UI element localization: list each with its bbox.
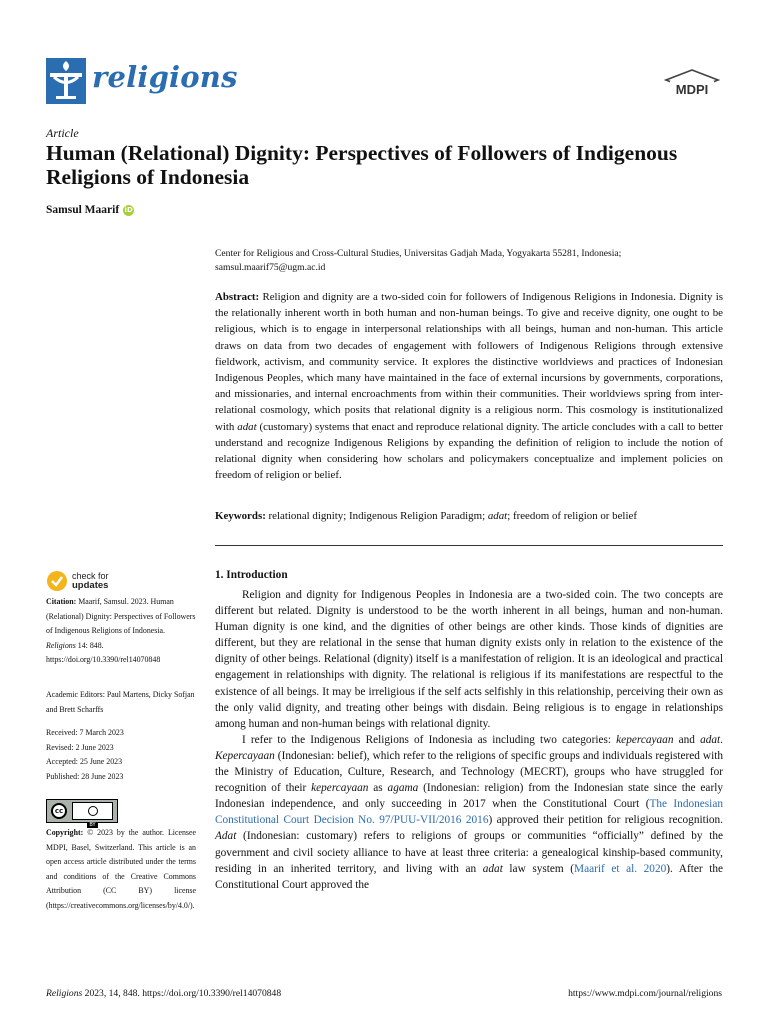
abstract-label: Abstract: (215, 291, 260, 303)
text: (Indonesian: belief), which refer to the religions of specific groups and individuals registered with the Ministry of Education, Culture, Research, and Technology (MECRT), groups who have struggled for recognition of their (215, 749, 723, 795)
section-heading: 1. Introduction (215, 569, 288, 581)
keywords (215, 509, 723, 524)
text: . (720, 733, 723, 746)
text: law system ( (502, 862, 575, 875)
publisher-name: MDPI (675, 82, 709, 97)
keywords-text: relational dignity; Indigenous Religion Paradigm; (265, 510, 488, 522)
citation-block (46, 595, 196, 668)
paragraph (215, 732, 723, 893)
citation-text: 14: 848. https://doi.org/10.3390/rel14070848 (46, 640, 161, 665)
keywords-text: ; freedom of religion or belief (507, 510, 637, 522)
footer-citation (46, 988, 281, 999)
check-updates-icon (46, 570, 68, 592)
abstract (215, 289, 723, 483)
check-updates-line: updates (72, 580, 109, 591)
term: agama (387, 782, 419, 795)
text: and (673, 733, 701, 746)
orcid-icon[interactable]: iD (124, 206, 133, 214)
copyright-block (46, 826, 196, 914)
text: ) approved their petition for religious recognition. (488, 814, 723, 827)
author-name: Samsul Maarif (46, 204, 120, 216)
keywords-label: Keywords: (215, 510, 266, 522)
reference-link[interactable]: Maarif et al. 2020 (574, 862, 667, 875)
author-line (46, 204, 134, 216)
term: Adat (215, 830, 237, 843)
person-icon (88, 806, 98, 816)
text: (Indonesian: religion) from the Indonesian state since the early Indonesian independence, and only succeeding in 2017 when the Constitutional Court ( (215, 782, 723, 811)
abstract-text: (customary) systems that enact and reproduce relational dignity. The article concludes with a call to better understand and recognize Indigenous Religions by expanding the definition of religion to include the notion of relational dignity when considering how scholars and policymakers conceptualize and implement policies on freedom of religion or belief. (215, 420, 723, 482)
paragraph: Religion and dignity for Indigenous Peoples in Indonesia are a two-sided coin. The two concepts are different but related. Dignity is understood to be the worth inherent in all beings, human and non-human. Human dignity is one kind, and the dignities of other beings are other kinds. Those kinds of dignities are different, but they are relational in the sense that human dignity exists only in relation to the existence of the dignity of other beings. Relational (dignity) itself is a manifestation of religion. It is an ideological and practical engagement in relationships with dignity. The relational is religious if its manifestations are respectful to the existence of all beings. It may be irreligious if the self acts selfishly in this relationship, perceiving their own as the only valid dignity, and treating other beings with disdain. Being religious is to engage in relationships among human and non-human beings with relational dignity. (215, 589, 723, 730)
check-updates-label (72, 572, 109, 590)
section-body (215, 587, 723, 893)
footer-url[interactable]: https://www.mdpi.com/journal/religions (568, 988, 722, 999)
copyright-text: © 2023 by the author. Licensee MDPI, Basel, Switzerland. This article is an open access article distributed under the terms and conditions of the Creative Commons Attribution (CC BY) license (https://creativecommons.org/licenses/by/4.0/). (46, 828, 196, 910)
citation-label: Citation: (46, 597, 77, 606)
cc-icon: cc (51, 803, 67, 819)
check-updates-line: check for (72, 571, 109, 581)
footer-doi[interactable]: 2023, 14, 848. https://doi.org/10.3390/rel14070848 (82, 988, 282, 999)
keywords-term: adat (487, 510, 508, 522)
reference-link[interactable]: The Indonesian Constitutional Court Decision No. 97/PUU-VII/2016 2016 (215, 798, 723, 827)
religions-logo-icon (46, 58, 86, 104)
by-icon (72, 802, 113, 828)
article-title: Human (Relational) Dignity: Perspectives of Followers of Indigenous Religions of Indonesia (46, 141, 678, 189)
divider (215, 545, 723, 546)
abstract-text: Religion and dignity are a two-sided coin for followers of Indigenous Religions in Indonesia. Dignity is the relationally inherent worth in both human and non-human beings. To give and receive dignity, one ought to be religious, which is to engage in interpersonal relationships with all beings, human and non-human. This article draws on data from two decades of engagement with followers of Indigenous Religions through extensive fieldwork, activism, and community service. It explores the distinctive worldviews and practices of Indonesian Indigenous Peoples, which many have maintained in the face of external incursions by governments, corporations, and missionaries, and internal encroachments from within their communities. Their worldviews spring from inter-relational cosmology, which posits that relational dignity is a religious norm. This cosmology is institutionalized with (215, 291, 723, 433)
footer-journal: Religions (46, 988, 83, 999)
term: adat (700, 733, 721, 746)
received-date: Received: 7 March 2023 (46, 728, 124, 737)
copyright-label: Copyright: (46, 828, 84, 837)
affiliation-line: Center for Religious and Cross-Cultural Studies, Universitas Gadjah Mada, Yogyakarta 55281, Indonesia; (215, 248, 622, 259)
journal-name: religions (92, 60, 238, 94)
accepted-date: Accepted: 25 June 2023 (46, 757, 123, 767)
revised-date: Revised: 2 June 2023 (46, 742, 114, 752)
author-email[interactable]: samsul.maarif75@ugm.ac.id (215, 262, 326, 273)
check-for-updates-button[interactable] (46, 570, 109, 592)
term: Kepercayaan (215, 749, 275, 762)
text: ). After the Constitutional Court approved the (215, 862, 724, 891)
article-type: Article (46, 126, 79, 140)
abstract-term: adat (237, 420, 257, 433)
published-date: Published: 28 June 2023 (46, 771, 124, 781)
term: adat (482, 862, 503, 875)
dates-block (46, 726, 196, 784)
term: kepercayaan (311, 782, 369, 795)
by-label: BY (89, 822, 96, 828)
academic-editors: Academic Editors: Paul Martens, Dicky Sofjan and Brett Scharffs (46, 690, 195, 714)
affiliation (215, 247, 725, 275)
citation-text: Maarif, Samsul. 2023. Human (Relational) Dignity: Perspectives of Followers of Indigenous Religions of Indonesia. (46, 597, 196, 636)
text: as (368, 782, 388, 795)
mdpi-logo-icon (664, 68, 720, 102)
text: (Indonesian: customary) refers to religions of groups or communities “officially” defined by the government and civil society alliance to have at least three criteria: a genealogical kinship-based community, residing in an inherited territory, and living with an (215, 830, 723, 875)
cc-by-license-badge[interactable] (46, 799, 118, 828)
term: kepercayaan (616, 733, 674, 746)
citation-journal: Religions (46, 640, 76, 650)
text: I refer to the Indigenous Religions of Indonesia as including two categories: (242, 733, 617, 746)
